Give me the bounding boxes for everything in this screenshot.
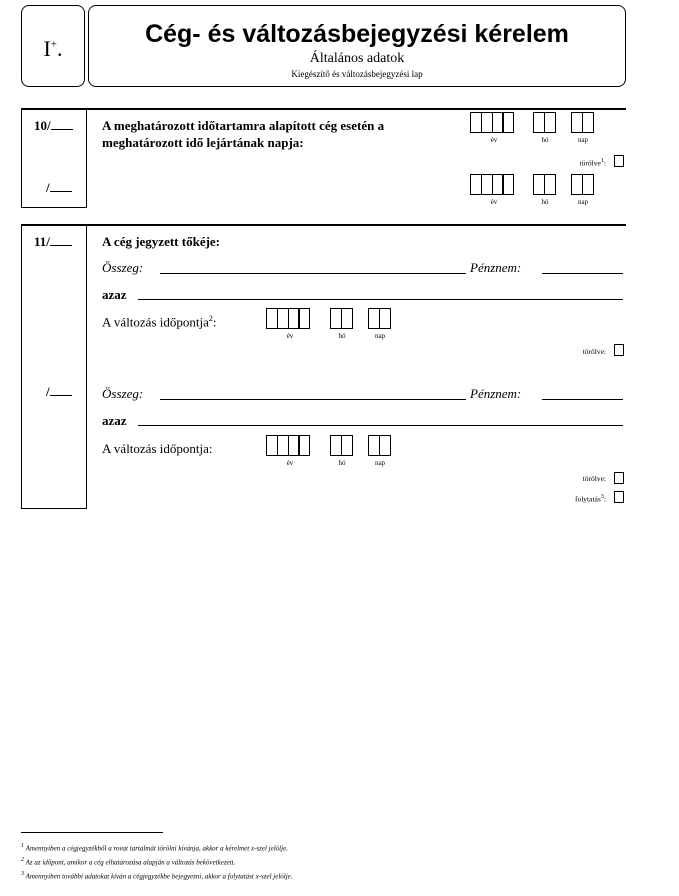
valtozas-date1-day[interactable]: [368, 308, 390, 329]
azaz-label: azaz: [102, 413, 127, 428]
valtozas-date1-month[interactable]: [330, 308, 352, 329]
section11-divider: [21, 224, 626, 226]
section11-number: 11/: [34, 233, 72, 250]
valtozas-label-2: A változás időpontja:: [102, 441, 213, 456]
azaz-field-2[interactable]: [138, 425, 623, 426]
osszeg-label: Összeg:: [102, 386, 144, 401]
penznem-field-2[interactable]: [542, 399, 623, 400]
form-code-box: [21, 5, 85, 87]
section10-divider: [21, 108, 626, 110]
penznem-field[interactable]: [542, 273, 623, 274]
form-code: I+.: [43, 36, 63, 61]
section10-date2-year[interactable]: [470, 174, 513, 195]
section11-torolve2-label: törölve:: [582, 474, 606, 483]
section11-torolve1-label: törölve:: [582, 347, 606, 356]
caption-ho: hó: [338, 332, 346, 340]
valtozas-date2-year[interactable]: [266, 435, 309, 456]
section10-date2-month[interactable]: [533, 174, 555, 195]
caption-nap: nap: [577, 136, 589, 144]
caption-ho: hó: [541, 136, 549, 144]
caption-ho: hó: [541, 198, 549, 206]
caption-nap: nap: [577, 198, 589, 206]
title-box: [88, 5, 626, 87]
folytatas-label: folytatás$^3$:: [574, 493, 606, 504]
section10-date2-day[interactable]: [571, 174, 593, 195]
caption-ev: év: [286, 332, 294, 340]
section10-date1-month[interactable]: [533, 112, 555, 133]
osszeg-label: Összeg:: [102, 260, 144, 275]
section10-date1-day[interactable]: [571, 112, 593, 133]
section10-date1-year[interactable]: [470, 112, 513, 133]
valtozas-date2-day[interactable]: [368, 435, 390, 456]
page-subtitle: Általános adatok: [309, 51, 405, 66]
caption-ev: év: [490, 198, 498, 206]
penznem-label: Pénznem:: [470, 386, 522, 401]
section11-title: A cég jegyzett tőkéje:: [102, 234, 221, 249]
section11-torolve1-checkbox[interactable]: [614, 344, 624, 356]
section10-torolve-checkbox[interactable]: [614, 155, 624, 167]
section11-number-box: [21, 224, 87, 509]
footnote-2: $^2$ Az az időpont, amikor a cég elhatározása alapján a változás bekövetkezett.: [21, 857, 236, 867]
section11-sub-number: /: [46, 383, 72, 400]
footnote-1: $^1$ Amennyiben a cégjegyzékből a rovat tartalmát törölni kívánja, akkor a kérelmet x-szel jelölje.: [21, 843, 288, 853]
page-title: Cég- és változásbejegyzési kérelem: [145, 20, 569, 48]
section11-torolve2-checkbox[interactable]: [614, 472, 624, 484]
section10-label-line1: A meghatározott időtartamra alapított cég esetén a: [102, 118, 385, 133]
caption-ev: év: [490, 136, 498, 144]
penznem-label: Pénznem:: [470, 260, 522, 275]
section10-number: 10/: [34, 117, 73, 134]
azaz-label: azaz: [102, 287, 127, 302]
section10-label-line2: meghatározott idő lejártának napja:: [102, 135, 304, 150]
footnote-separator: [21, 832, 163, 833]
caption-ev: év: [286, 459, 294, 467]
azaz-field[interactable]: [138, 299, 623, 300]
caption-ho: hó: [338, 459, 346, 467]
section10-torolve-label: törölve$^1$:: [579, 157, 606, 168]
footnote-3: $^3$ Amennyiben további adatokat kíván a cégjegyzékbe bejegyezni, akkor a folytatást x-szel jelölje.: [21, 871, 293, 881]
section10-sub-number: /: [46, 179, 72, 196]
valtozas-date1-year[interactable]: [266, 308, 309, 329]
page-subtitle-secondary: Kiegészítő és változásbejegyzési lap: [291, 69, 423, 79]
osszeg-field-2[interactable]: [160, 399, 466, 400]
osszeg-field[interactable]: [160, 273, 466, 274]
folytatas-checkbox[interactable]: [614, 491, 624, 503]
valtozas-label: A változás időpontja$^2$:: [102, 314, 217, 330]
valtozas-date2-month[interactable]: [330, 435, 352, 456]
caption-nap: nap: [374, 332, 386, 340]
caption-nap: nap: [374, 459, 386, 467]
